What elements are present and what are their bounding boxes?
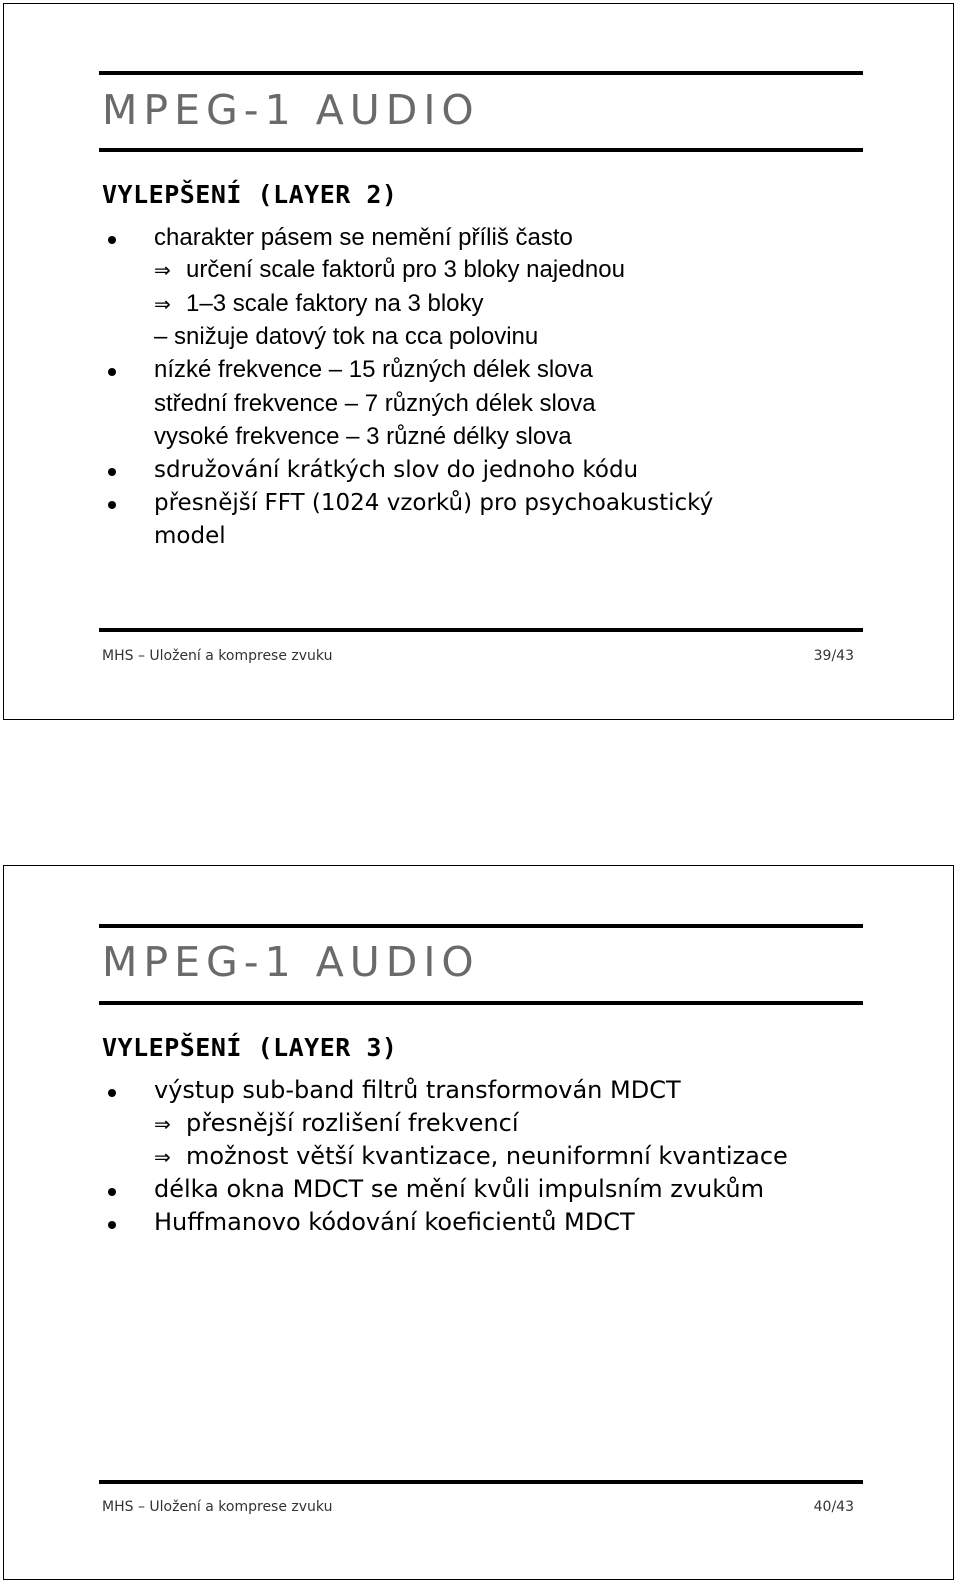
slide-title: MPEG-1 AUDIO [102,938,480,986]
page-separator: / [831,1499,837,1515]
slide-subtitle: VYLEPŠENÍ (LAYER 2) [102,180,398,209]
slide-40 [3,865,954,1580]
list-item: výstup sub-band filtrů transformován MDCT [154,1076,681,1104]
title-underline [99,1001,863,1005]
bullet-dot-icon [108,368,116,376]
list-item: charakter pásem se nemění příliš často [154,224,573,251]
top-rule [99,71,863,75]
bullet-dot-icon [108,1221,116,1229]
bullet-dot-icon [108,1188,116,1196]
list-item: vysoké frekvence – 3 různé délky slova [154,423,572,450]
slide-39 [3,3,954,720]
top-rule [99,924,863,928]
slide-subtitle: VYLEPŠENÍ (LAYER 3) [102,1033,398,1062]
list-item: model [154,523,226,549]
bullet-dot-icon [108,501,116,509]
page-total: 43 [836,1499,854,1515]
footer-text: MHS – Uložení a komprese zvuku [102,1499,333,1515]
bullet-dot-icon [108,1089,116,1097]
page-number [814,1500,854,1514]
footer-rule [99,628,863,632]
implies-arrow-icon: ⇒ [154,292,171,316]
page-total: 43 [836,648,854,664]
implies-arrow-icon: ⇒ [154,1145,171,1169]
list-item: Huffmanovo kódování koeficientů MDCT [154,1208,635,1236]
footer-rule [99,1480,863,1484]
list-item: možnost větší kvantizace, neuniformní kvantizace [186,1142,788,1170]
implies-arrow-icon: ⇒ [154,258,171,282]
list-item: přesnější FFT (1024 vzorků) pro psychoakustický [154,490,714,516]
list-item: přesnější rozlišení frekvencí [186,1109,519,1137]
page-current: 39 [813,648,832,664]
list-item: nízké frekvence – 15 různých délek slova [154,356,593,383]
page-number [814,649,854,663]
implies-arrow-icon: ⇒ [154,1112,171,1136]
page-current: 40 [813,1499,832,1515]
list-item: – snižuje datový tok na cca polovinu [154,323,539,350]
list-item: určení scale faktorů pro 3 bloky najednou [186,256,625,283]
list-item: 1–3 scale faktory na 3 bloky [186,290,484,317]
title-underline [99,148,863,152]
list-item: délka okna MDCT se mění kvůli impulsním zvukům [154,1175,764,1203]
bullet-dot-icon [108,468,116,476]
footer-text: MHS – Uložení a komprese zvuku [102,648,333,664]
bullet-dot-icon [108,236,116,244]
slide-title: MPEG-1 AUDIO [102,86,480,134]
list-item: střední frekvence – 7 různých délek slova [154,390,596,417]
page-separator: / [831,648,837,664]
list-item: sdružování krátkých slov do jednoho kódu [154,457,639,483]
